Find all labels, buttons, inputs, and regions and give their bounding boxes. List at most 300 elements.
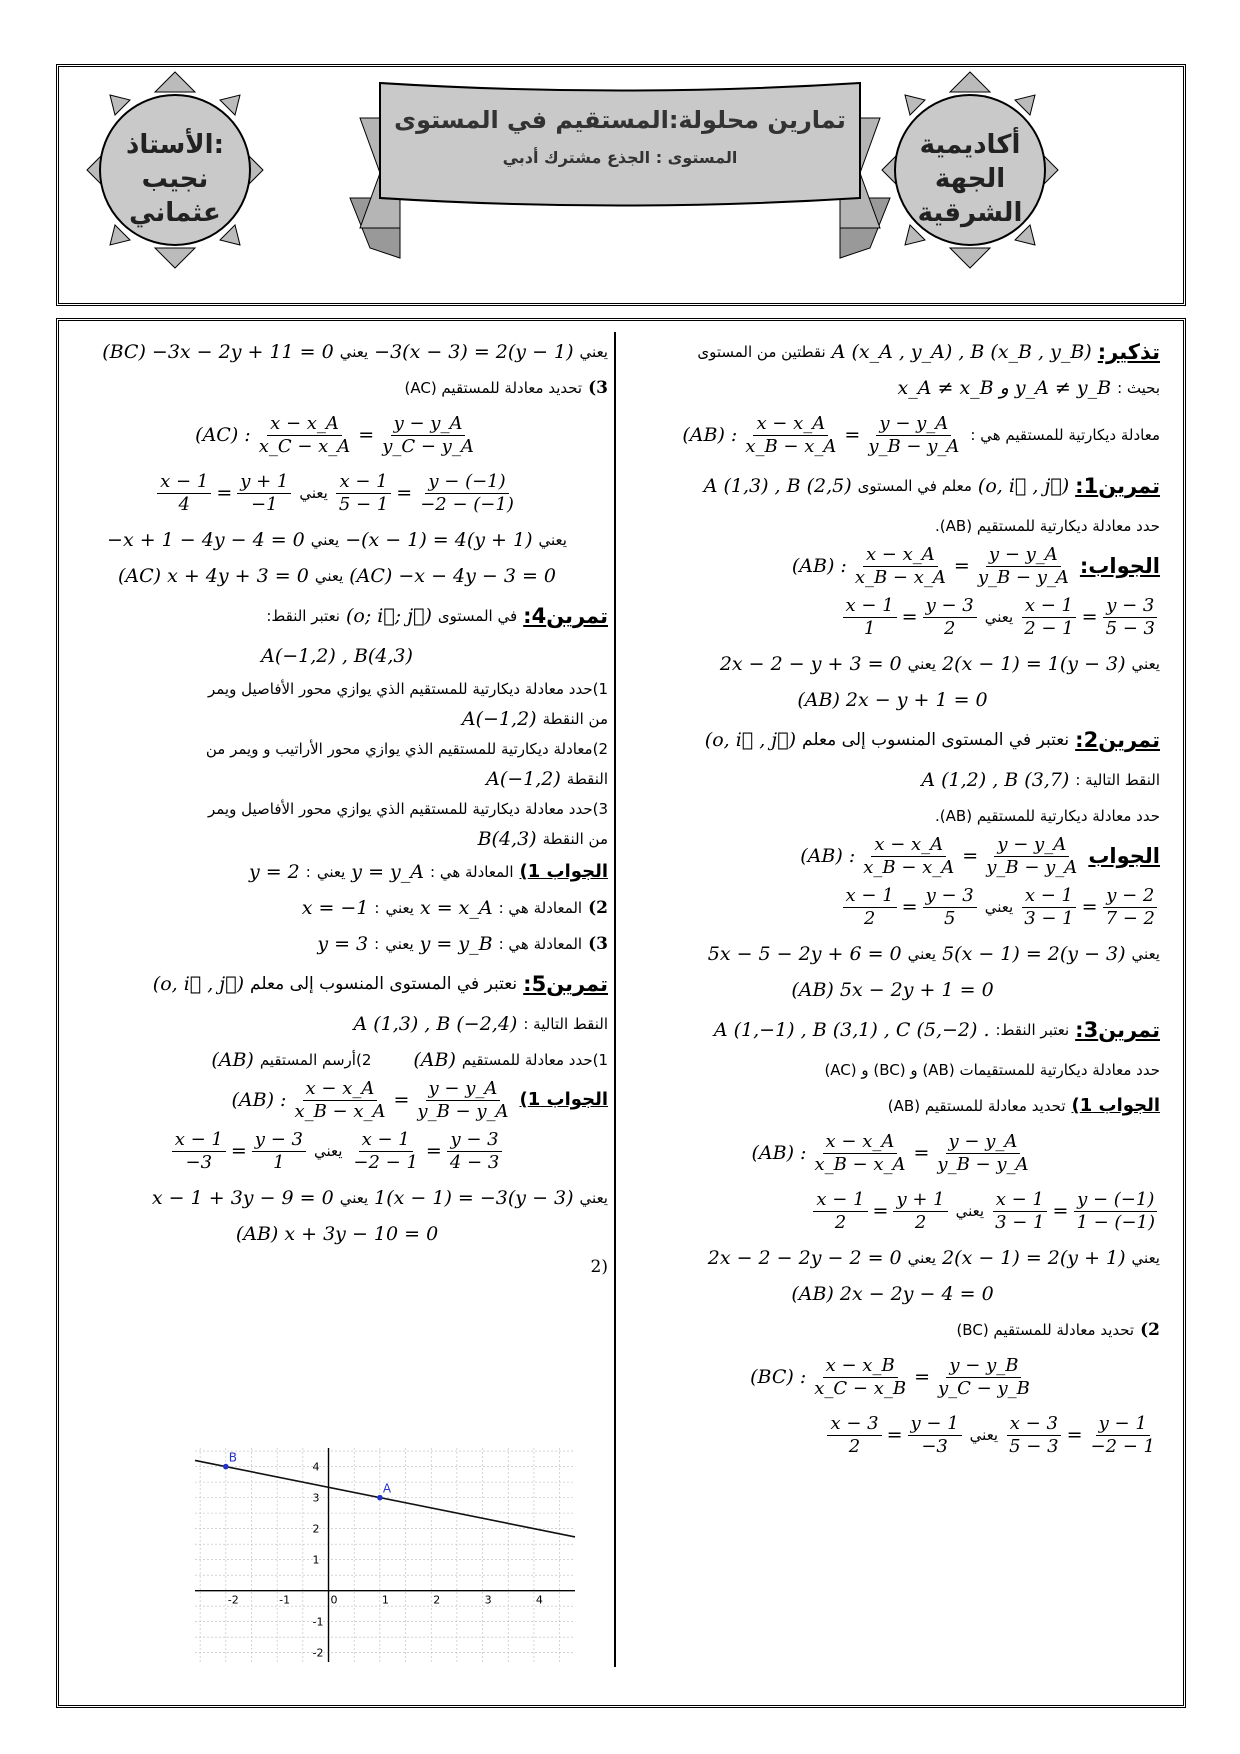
page-title: تمارين محلولة:المستقيم في المستوى xyxy=(394,106,846,134)
ex4-q1b-line xyxy=(66,704,608,734)
num: x − 1 xyxy=(359,1129,413,1152)
num: x − x_A xyxy=(303,1078,378,1101)
ex2-points: A (1,2) , B (3,7) xyxy=(921,769,1070,791)
fraction xyxy=(893,1189,947,1234)
den: 7 − 2 xyxy=(1105,907,1155,929)
ex3-ac-step2 xyxy=(66,522,608,558)
ex3-bc-step2 xyxy=(66,334,608,370)
num: x − x_A xyxy=(753,413,828,436)
ex1-task-line xyxy=(625,508,1160,544)
ex2-step2-a: 5(x − 1) = 2(y − 3) xyxy=(942,943,1126,965)
ex3-bc-step2-a: −3(x − 3) = 2(y − 1) xyxy=(374,341,574,363)
ex5-points-text: النقط التالية : xyxy=(523,1015,608,1033)
yaani: يعني xyxy=(984,898,1014,916)
fraction xyxy=(256,413,354,458)
x-tick-label: 3 xyxy=(484,1593,492,1607)
yaani: يعني xyxy=(579,1189,608,1207)
ex4-q3b-line xyxy=(66,824,608,854)
den: −2 − (−1) xyxy=(420,493,514,515)
reminder-points: A (x_A , y_A) , B (x_B , y_B) xyxy=(831,341,1092,363)
ex3-ac-step1-b: $\frac{x - 1}{4}$ = $\frac{y + 1}{-1}$ xyxy=(155,471,293,516)
num: x − x_A xyxy=(267,413,342,436)
num: y − 3 xyxy=(923,885,977,908)
den: y_B − y_A xyxy=(937,1153,1029,1175)
ex4-q2-point: A(−1,2) xyxy=(486,768,561,790)
ex2-label: تمرين2: xyxy=(1075,728,1160,752)
x-tick-label: 1 xyxy=(381,1593,389,1607)
num: x − x_A xyxy=(871,834,946,857)
ex5-step2 xyxy=(66,1180,608,1216)
reminder-line xyxy=(625,334,1160,370)
point-B xyxy=(223,1464,229,1470)
ex4-points: A(−1,2) , B(4,3) xyxy=(261,645,413,667)
ex1-step2 xyxy=(625,646,1160,682)
yaani: يعني xyxy=(907,945,937,963)
point-label-A: A xyxy=(382,1481,392,1496)
ex2-step2-b: 5x − 5 − 2y + 6 = 0 xyxy=(707,943,902,965)
num: x − 3 xyxy=(827,1413,881,1436)
reminder-eq-lhs: (AB) : xyxy=(682,424,738,446)
fraction xyxy=(379,413,477,458)
y-tick-label: 4 xyxy=(312,1460,320,1474)
ex4-a3-m: y = y_B xyxy=(419,933,493,955)
ex4-frame: (o; i⃗; j⃗) xyxy=(345,605,432,627)
right-badge xyxy=(85,70,265,270)
ex4-q3-point: B(4,3) xyxy=(477,828,537,850)
yaani: يعني xyxy=(314,567,344,585)
ex5-q-line xyxy=(66,1042,608,1078)
fraction xyxy=(414,1078,511,1123)
left-column xyxy=(66,334,608,1282)
right-badge-line-3: عثماني xyxy=(129,198,221,228)
ex3-ac-lhs: (AC) : xyxy=(195,424,251,446)
yaani: يعني xyxy=(1131,1249,1160,1267)
num: x − 1 xyxy=(843,595,897,618)
ex3-bc-eq: (BC) : $\frac{x - x\_B}{x\_C - x\_B}$ = $\frac{y - y\_B}{y\_C - y\_B}$ xyxy=(750,1355,1035,1400)
num: y − (−1) xyxy=(425,471,508,494)
ex3-ab-step2-b: 2x − 2 − 2y − 2 = 0 xyxy=(707,1247,902,1269)
ex3-ans2-text: تحديد معادلة للمستقيم (BC) xyxy=(956,1321,1135,1339)
colon: : xyxy=(305,863,311,881)
ex4-a2-v: x = −1 xyxy=(301,897,369,919)
ex4-q2b: النقطة xyxy=(566,770,608,788)
den: 5 − 1 xyxy=(338,493,389,515)
num: x − 1 xyxy=(157,471,211,494)
yaani: يعني xyxy=(316,863,346,881)
ex3-task: حدد معادلة ديكارتية للمستقيمات (AB) و (BC) و (AC) xyxy=(824,1061,1160,1079)
den: −3 xyxy=(185,1151,213,1173)
reminder-eq-text: معادلة ديكارتية للمستقيم هي : xyxy=(970,426,1160,444)
ex5-line xyxy=(66,962,608,1006)
num: y − y_A xyxy=(994,834,1069,857)
ex5-step2-a: 1(x − 1) = −3(y − 3) xyxy=(374,1187,574,1209)
fraction xyxy=(417,471,517,516)
ex3-ac-formula xyxy=(66,406,608,464)
fraction xyxy=(975,544,1072,589)
ex3-ans2: 2) xyxy=(1140,1320,1160,1340)
ex4-n2: 2) xyxy=(588,898,608,918)
ex3-ab-step2-a: 2(x − 1) = 2(y + 1) xyxy=(942,1247,1126,1269)
num: y − 2 xyxy=(1103,885,1157,908)
ex5-lhs: (AB) : xyxy=(231,1089,287,1111)
ex3-bc-step1-a: $\frac{x - 3}{5 - 3}$ = $\frac{y - 1}{-2 - 1}$ xyxy=(1004,1413,1160,1458)
num: y − 1 xyxy=(1096,1413,1150,1436)
chart-axes xyxy=(195,1448,575,1662)
ex2-formula: (AB) : $\frac{x - x\_A}{x\_B - x\_A}$ = $\frac{y - y\_A}{y\_B - y\_A}$ xyxy=(800,834,1082,879)
ex2-answer: الجواب xyxy=(1088,844,1160,868)
ex5-points: A (1,3) , B (−2,4) xyxy=(353,1013,518,1035)
den: y_B − y_A xyxy=(986,856,1078,878)
ex3-bc-formula xyxy=(625,1348,1160,1406)
fraction xyxy=(843,885,897,930)
ex3-ab-formula xyxy=(625,1124,1160,1182)
fraction xyxy=(811,1131,908,1176)
num: x − 3 xyxy=(1007,1413,1061,1436)
yaani: يعني xyxy=(385,935,414,953)
ex4-q2: 2)معادلة ديكارتية للمستقيم الذي يوازي محور الأراتيب و ويمر من xyxy=(205,740,608,758)
ex1-formula: (AB) : $\frac{x - x\_A}{x\_B - x\_A}$ = $\frac{y - y\_A}{y\_B - y\_A}$ xyxy=(792,544,1074,589)
yaani: يعني xyxy=(313,1142,343,1160)
y-tick-label: 2 xyxy=(312,1522,320,1536)
ex2-step1-a: $\frac{x - 1}{3 - 1}$ = $\frac{y - 2}{7 - 2}$ xyxy=(1019,885,1160,930)
ex2-task-line xyxy=(625,798,1160,834)
num: y − y_B xyxy=(946,1355,1021,1378)
ex2-step2 xyxy=(625,936,1160,972)
ex3-line xyxy=(625,1008,1160,1052)
ex4-eq-is: المعادلة هي : xyxy=(498,935,583,953)
den: −2 − 1 xyxy=(353,1151,418,1173)
ex3-bc-step1-b: $\frac{x - 3}{2}$ = $\frac{y - 1}{-3}$ xyxy=(825,1413,963,1458)
fraction xyxy=(172,1129,226,1174)
num: y − (−1) xyxy=(1074,1189,1157,1212)
num: x − x_B xyxy=(823,1355,898,1378)
num: y − 1 xyxy=(908,1413,962,1436)
y-tick-label: 3 xyxy=(312,1491,320,1505)
x-tick-label: 4 xyxy=(535,1593,543,1607)
fraction xyxy=(237,471,291,516)
den: 3 − 1 xyxy=(1024,907,1074,929)
den: −2 − 1 xyxy=(1090,1435,1155,1457)
ex2-lhs: (AB) : xyxy=(800,845,856,867)
reminder-label: تذكير: xyxy=(1097,340,1160,364)
ex3-ac-step2-a: −(x − 1) = 4(y + 1) xyxy=(345,529,533,551)
fraction xyxy=(1103,885,1158,930)
fraction xyxy=(742,413,839,458)
fraction xyxy=(992,1189,1047,1234)
ex1-text: معلم في المستوى xyxy=(857,477,972,495)
fraction xyxy=(852,544,949,589)
den: 2 xyxy=(863,907,876,929)
den: x_B − x_A xyxy=(863,856,955,878)
ex5-q2-label-line xyxy=(66,1252,608,1282)
ex3-ans1-text: تحديد معادلة للمستقيم (AB) xyxy=(887,1097,1066,1115)
ex1-step1-b: $\frac{x - 1}{1}$ = $\frac{y - 3}{2}$ xyxy=(841,595,979,640)
ex5-q2: 2)أرسم المستقيم xyxy=(259,1051,372,1069)
num: y − 3 xyxy=(252,1129,306,1152)
chart-grid xyxy=(195,1448,575,1662)
ex3-ab-eq: (AB) : $\frac{x - x\_A}{x\_B - x\_A}$ = $\frac{y - y\_A}{y\_B - y\_A}$ xyxy=(751,1131,1033,1176)
den: y_B − y_A xyxy=(868,435,960,457)
ex2-frame: (o, i⃗ , j⃗) xyxy=(704,729,797,751)
ex3-ac-step2-b: −x + 1 − 4y − 4 = 0 xyxy=(107,529,305,551)
yaani: يعني xyxy=(579,343,608,361)
ex4-label: تمرين4: xyxy=(523,604,608,628)
num: x − 1 xyxy=(993,1189,1047,1212)
ex3-ac-final-line xyxy=(66,558,608,594)
reminder-eq-line xyxy=(625,406,1160,464)
fraction xyxy=(827,1413,881,1458)
den: 2 xyxy=(848,1435,861,1457)
left-badge-line-2: الجهة xyxy=(934,164,1006,194)
ex3-ans1-line xyxy=(625,1088,1160,1124)
ex1-label: تمرين1: xyxy=(1075,474,1160,498)
num: y + 1 xyxy=(893,1189,947,1212)
num: y − y_A xyxy=(876,413,951,436)
right-column xyxy=(625,334,1160,1464)
den: 1 xyxy=(273,1151,285,1173)
den: x_B − x_A xyxy=(854,566,946,588)
ex4-line xyxy=(66,594,608,638)
num: x − x_A xyxy=(823,1131,898,1154)
den: −1 xyxy=(251,493,278,515)
yaani: يعني xyxy=(955,1202,985,1220)
num: x − 1 xyxy=(1022,595,1076,618)
num: x − 1 xyxy=(336,471,390,494)
den: 5 − 3 xyxy=(1105,617,1155,639)
num: x − 1 xyxy=(1022,885,1076,908)
den: 2 xyxy=(943,617,956,639)
ex1-task: حدد معادلة ديكارتية للمستقيم (AB). xyxy=(935,517,1160,535)
point-label-B: B xyxy=(228,1450,238,1465)
ex5-step2-b: x − 1 + 3y − 9 = 0 xyxy=(151,1187,334,1209)
ex5-answer: الجواب 1) xyxy=(519,1089,608,1110)
num: x − 1 xyxy=(813,1189,867,1212)
ex5-frame: (o, i⃗ , j⃗) xyxy=(152,973,245,995)
ex4-eq-is: المعادلة هي : xyxy=(430,863,514,881)
ex5-q1: 1)حدد معادلة للمستقيم xyxy=(461,1051,608,1069)
yaani: يعني xyxy=(907,655,937,673)
reminder-cond-line xyxy=(625,370,1160,406)
page-subtitle: المستوى : الجذع مشترك أدبي xyxy=(502,148,738,167)
den: x_B − x_A xyxy=(745,435,837,457)
den: 2 xyxy=(914,1211,927,1233)
point-A xyxy=(377,1495,383,1501)
ex3-ab-step1 xyxy=(625,1182,1160,1240)
ex1-step2-a: 2(x − 1) = 1(y − 3) xyxy=(942,653,1126,675)
chart-plot xyxy=(195,1451,575,1537)
fraction xyxy=(336,471,391,516)
x-tick-label: 0 xyxy=(330,1593,338,1607)
ex4-a2-m: x = x_A xyxy=(419,897,493,919)
line-AB xyxy=(195,1460,575,1536)
ex4-a3-line xyxy=(66,926,608,962)
ex3-ab-step1-a: $\frac{x - 1}{3 - 1}$ = $\frac{y - (-1)}{1 - (-1)}$ xyxy=(990,1189,1160,1234)
column-divider xyxy=(614,332,616,1667)
ex5-step1 xyxy=(66,1122,608,1180)
fraction xyxy=(860,834,957,879)
ex3-ac-step1-a: $\frac{x - 1}{5 - 1}$ = $\frac{y - (-1)}{-2 - (-1)}$ xyxy=(334,471,519,516)
ex4-text-b: نعتبر النقط: xyxy=(266,607,340,625)
fraction xyxy=(908,1413,962,1458)
ex4-q2b-line xyxy=(66,764,608,794)
ex4-q1b: من النقطة xyxy=(542,710,608,728)
yaani: يعني xyxy=(385,899,414,917)
den: 5 − 3 xyxy=(1009,1435,1059,1457)
ex5-formula: (AB) : $\frac{x - x\_A}{x\_B - x\_A}$ = $\frac{y - y\_A}{y\_B - y\_A}$ xyxy=(231,1078,513,1123)
den: x_B − x_A xyxy=(294,1100,386,1122)
ex1-frame: (o, i⃗ , j⃗) xyxy=(977,475,1070,497)
ex5-q2-label: (2 xyxy=(590,1257,608,1277)
num: y − y_A xyxy=(986,544,1061,567)
fraction xyxy=(923,595,977,640)
x-tick-label: 2 xyxy=(433,1593,441,1607)
ex2-text: نعتبر في المستوى المنسوب إلى معلم xyxy=(802,730,1070,750)
ex3-ac-final-b: (AC) x + 4y + 3 = 0 xyxy=(117,565,309,587)
ex3-bc-final: (BC) −3x − 2y + 11 = 0 xyxy=(102,341,334,363)
ex2-final-line xyxy=(625,972,1160,1008)
den: −3 xyxy=(921,1435,948,1457)
den: 1 xyxy=(863,617,876,639)
reminder-cond: x_A ≠ x_B و y_A ≠ y_B xyxy=(897,377,1112,399)
ex3-ac-step1 xyxy=(66,464,608,522)
num: y − y_A xyxy=(426,1078,501,1101)
fraction xyxy=(935,1355,1033,1400)
ex1-points: A (1,3) , B (2,5) xyxy=(703,475,852,497)
ex3-text: نعتبر النقط: xyxy=(995,1021,1070,1039)
yaani: يعني xyxy=(299,484,328,502)
ex3-ans2-line xyxy=(625,1312,1160,1348)
den: y_C − y_B xyxy=(938,1377,1030,1399)
ex4-q3b: من النقطة xyxy=(542,830,608,848)
yaani: يعني xyxy=(984,608,1014,626)
ex5-q2-m: (AB) xyxy=(211,1049,254,1071)
ex1-step1-a: $\frac{x - 1}{2 - 1}$ = $\frac{y - 3}{5 - 3}$ xyxy=(1019,595,1160,640)
ex5-step1-a: $\frac{x - 1}{-2 - 1}$ = $\frac{y - 3}{4 - 3}$ xyxy=(348,1129,504,1174)
yaani: يعني xyxy=(310,531,340,549)
num: y − y_A xyxy=(946,1131,1021,1154)
yaani: يعني xyxy=(339,1189,369,1207)
num: x − x_A xyxy=(863,544,938,567)
ex3-bc-lhs: (BC) : xyxy=(750,1366,807,1388)
ex1-lhs: (AB) : xyxy=(791,555,847,577)
ex4-a1-line xyxy=(66,854,608,890)
ex2-line xyxy=(625,718,1160,762)
fraction xyxy=(923,885,977,930)
fraction xyxy=(934,1131,1031,1176)
num: y − y_A xyxy=(391,413,466,436)
ex4-q2-line xyxy=(66,734,608,764)
fraction xyxy=(1006,1413,1061,1458)
ex3-ab-step1-b: $\frac{x - 1}{2}$ = $\frac{y + 1}{2}$ xyxy=(811,1189,949,1234)
fraction xyxy=(350,1129,421,1174)
ex5-step1-b: $\frac{x - 1}{-3}$ = $\frac{y - 3}{1}$ xyxy=(170,1129,308,1174)
num: y − 3 xyxy=(923,595,977,618)
ex4-n3: 3) xyxy=(588,934,608,954)
den: x_C − x_B xyxy=(814,1377,907,1399)
colon: : xyxy=(374,899,380,917)
fraction xyxy=(811,1355,909,1400)
den: 4 xyxy=(178,493,190,515)
ex3-ac-final-a: (AC) −x − 4y − 3 = 0 xyxy=(349,565,557,587)
ex4-q3-line xyxy=(66,794,608,824)
ex4-q1: 1)حدد معادلة ديكارتية للمستقيم الذي يوازي محور الأفاصيل ويمر xyxy=(207,680,608,698)
ex4-text-a: في المستوى xyxy=(437,607,518,625)
fraction xyxy=(1087,1413,1158,1458)
reminder-eq: (AB) : $\frac{x - x\_A}{x\_B - x\_A}$ = $\frac{y - y\_A}{y\_B - y\_A}$ xyxy=(682,413,964,458)
left-badge-line-1: أكاديمية xyxy=(919,130,1021,160)
ex4-q3: 3)حدد معادلة ديكارتية للمستقيم الذي يوازي محور الأفاصيل ويمر xyxy=(207,800,608,818)
num: y + 1 xyxy=(237,471,291,494)
num: y − 3 xyxy=(447,1129,501,1152)
ex3-ab-lhs: (AB) : xyxy=(751,1142,807,1164)
ex1-final: (AB) 2x − y + 1 = 0 xyxy=(797,689,988,711)
ex1-answer-line xyxy=(625,544,1160,588)
ex2-step1-b: $\frac{x - 1}{2}$ = $\frac{y - 3}{5}$ xyxy=(841,885,979,930)
ex2-answer-line xyxy=(625,834,1160,878)
ex5-text: نعتبر في المستوى المنسوب إلى معلم xyxy=(250,974,518,994)
yaani: يعني xyxy=(1131,655,1160,673)
ex5-q1-m: (AB) xyxy=(413,1049,456,1071)
ex3-ans3: 3) xyxy=(588,378,608,398)
ex2-final: (AB) 5x − 2y + 1 = 0 xyxy=(791,979,994,1001)
ex1-final-line xyxy=(625,682,1160,718)
den: x_C − x_A xyxy=(258,435,351,457)
ex4-answer: الجواب 1) xyxy=(519,861,608,882)
fraction xyxy=(1021,885,1076,930)
fraction xyxy=(447,1129,502,1174)
ex1-step1 xyxy=(625,588,1160,646)
fraction xyxy=(865,413,962,458)
ex5-answer-line xyxy=(66,1078,608,1122)
ex3-ans3-line xyxy=(66,370,608,406)
left-badge-line-3: الشرقية xyxy=(917,198,1023,228)
x-tick-label: -2 xyxy=(227,1593,239,1607)
colon: : xyxy=(374,935,380,953)
y-tick-label: 1 xyxy=(312,1553,320,1567)
y-tick-label: -2 xyxy=(312,1646,324,1660)
ex3-points: A (1,−1) , B (3,1) , C (5,−2) . xyxy=(713,1019,990,1041)
den: y_B − y_A xyxy=(417,1100,509,1122)
fraction xyxy=(1073,1189,1158,1234)
den: y_B − y_A xyxy=(977,566,1069,588)
left-badge xyxy=(880,70,1060,270)
ex3-ab-final-line xyxy=(625,1276,1160,1312)
ex4-q1-point: A(−1,2) xyxy=(461,708,537,730)
y-tick-label: -1 xyxy=(312,1615,324,1629)
num: x − 1 xyxy=(843,885,897,908)
yaani: يعني xyxy=(907,1249,937,1267)
ex4-a1-m: y = y_A xyxy=(351,861,424,883)
den: 1 − (−1) xyxy=(1076,1211,1155,1233)
ex5-points-line xyxy=(66,1006,608,1042)
fraction xyxy=(1103,595,1158,640)
ex4-eq-is: المعادلة هي : xyxy=(498,899,583,917)
ex2-task: حدد معادلة ديكارتية للمستقيم (AB). xyxy=(935,807,1160,825)
x-tick-label: -1 xyxy=(279,1593,291,1607)
right-badge-line-2: نجيب xyxy=(141,164,209,194)
yaani: يعني xyxy=(1131,945,1160,963)
ex2-step1 xyxy=(625,878,1160,936)
ex3-ans1: الجواب 1) xyxy=(1071,1095,1160,1116)
den: 2 xyxy=(834,1211,847,1233)
den: x_B − x_A xyxy=(814,1153,906,1175)
yaani: يعني xyxy=(969,1426,999,1444)
ex5-label: تمرين5: xyxy=(523,972,608,996)
ex4-a3-v: y = 3 xyxy=(317,933,369,955)
ex3-ac-eq: (AC) : $\frac{x - x\_A}{x\_C - x\_A}$ = $\frac{y - y\_A}{y\_C - y\_A}$ xyxy=(195,413,479,458)
yaani: يعني xyxy=(538,531,567,549)
ex2-points-line xyxy=(625,762,1160,798)
